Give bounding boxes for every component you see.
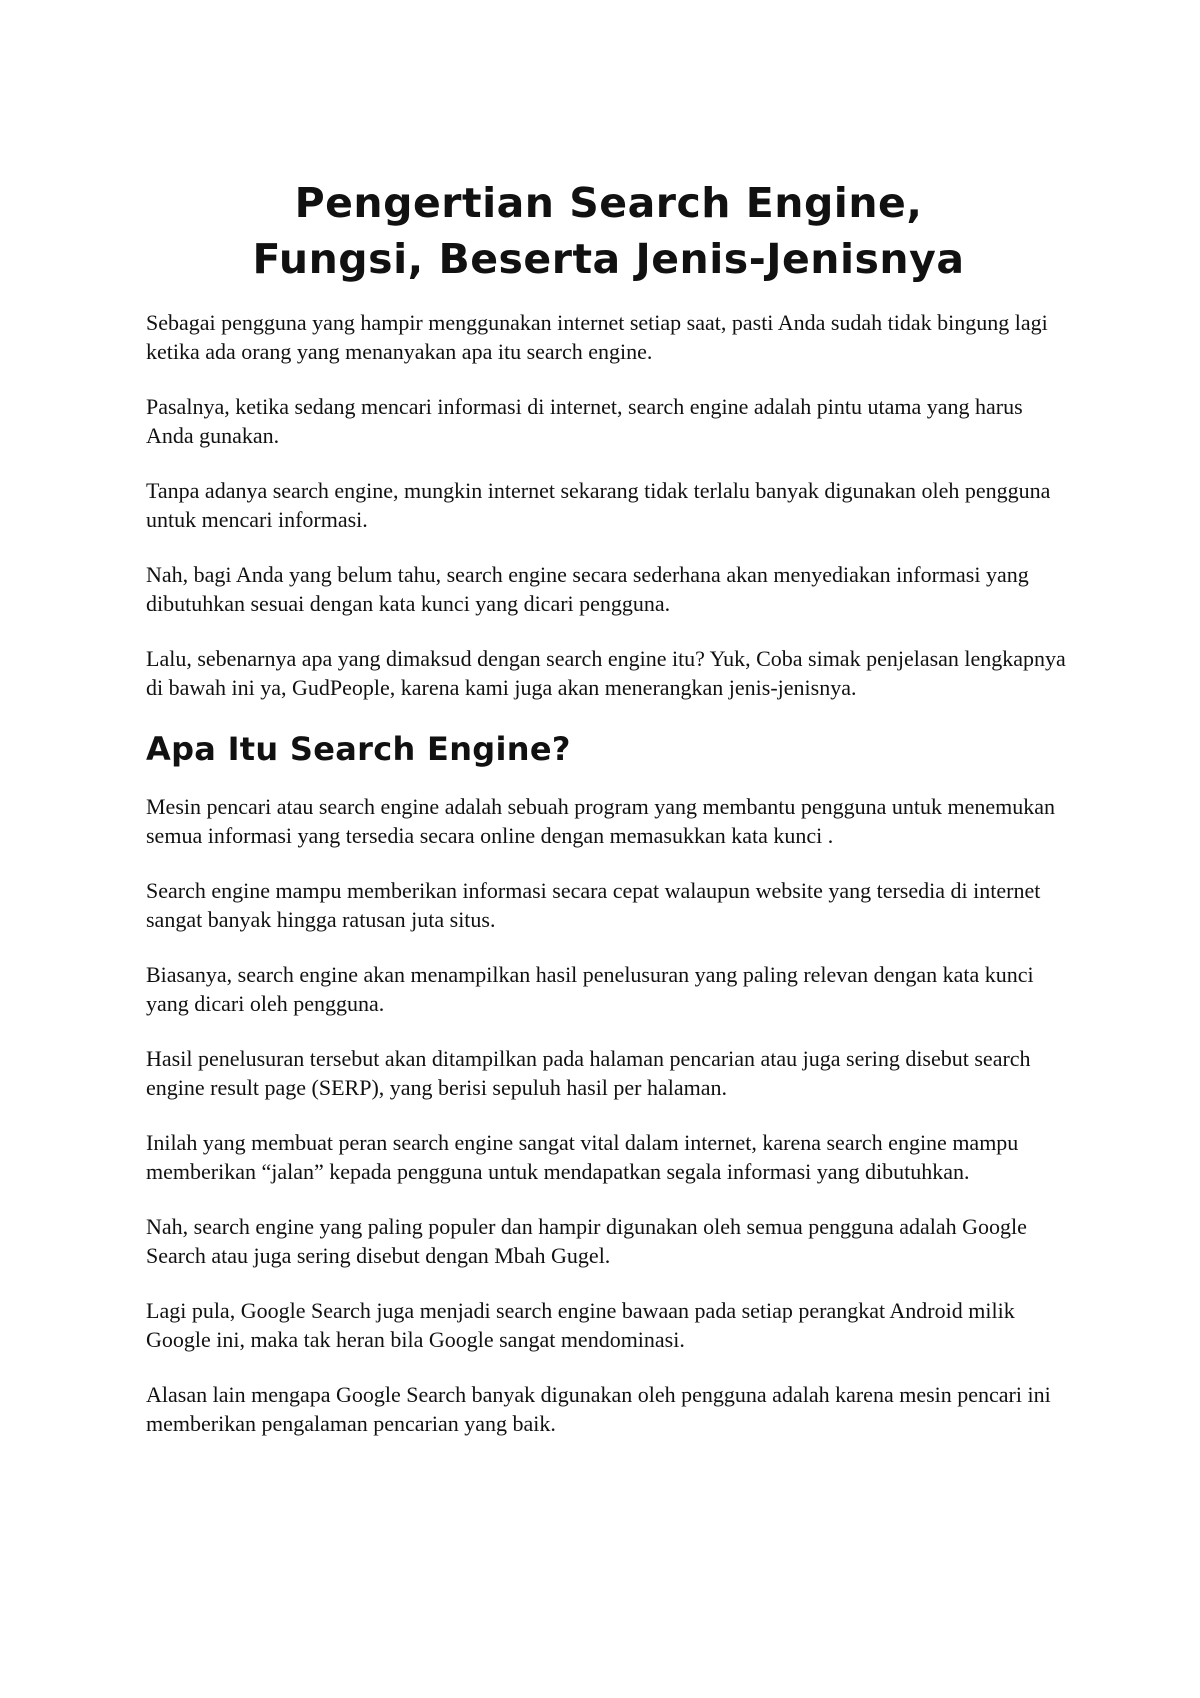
section-paragraph: Search engine mampu memberikan informasi secara cepat walaupun website yang tersedia di internet sangat banyak hingga ratusan juta situs. bbox=[146, 878, 1041, 932]
section-paragraph: Lagi pula, Google Search juga menjadi search engine bawaan pada setiap perangkat Android milik Google ini, maka tak heran bila Google sangat mendominasi. bbox=[146, 1298, 1015, 1352]
document-title-line-2: Fungsi, Beserta Jenis-Jenisnya bbox=[252, 235, 965, 283]
intro-paragraph: Tanpa adanya search engine, mungkin internet sekarang tidak terlalu banyak digunakan oleh pengguna untuk mencari informasi. bbox=[146, 478, 1051, 532]
section-paragraph: Alasan lain mengapa Google Search banyak digunakan oleh pengguna adalah karena mesin pencari ini memberikan pengalaman pencarian yang baik. bbox=[146, 1382, 1051, 1436]
intro-paragraph: Sebagai pengguna yang hampir menggunakan internet setiap saat, pasti Anda sudah tidak bingung lagi ketika ada orang yang menanyakan apa itu search engine. bbox=[146, 310, 1048, 364]
intro-paragraph: Pasalnya, ketika sedang mencari informasi di internet, search engine adalah pintu utama yang harus Anda gunakan. bbox=[146, 394, 1023, 448]
section-paragraph: Hasil penelusuran tersebut akan ditampilkan pada halaman pencarian atau juga sering disebut search engine result page (SERP), yang berisi sepuluh hasil per halaman. bbox=[146, 1046, 1031, 1100]
document-body bbox=[146, 175, 1071, 1465]
section-paragraph: Nah, search engine yang paling populer dan hampir digunakan oleh semua pengguna adalah Google Search atau juga sering disebut dengan Mbah Gugel. bbox=[146, 1214, 1027, 1268]
section-heading: Apa Itu Search Engine? bbox=[146, 730, 571, 768]
document-title-line-1: Pengertian Search Engine, bbox=[294, 179, 923, 227]
intro-paragraph: Nah, bagi Anda yang belum tahu, search engine secara sederhana akan menyediakan informasi yang dibutuhkan sesuai dengan kata kunci yang dicari pengguna. bbox=[146, 562, 1029, 616]
intro-paragraph: Lalu, sebenarnya apa yang dimaksud dengan search engine itu? Yuk, Coba simak penjelasan lengkapnya di bawah ini ya, GudPeople, karena kami juga akan menerangkan jenis-jenisnya. bbox=[146, 646, 1066, 700]
document-title bbox=[146, 175, 1071, 287]
section-paragraph: Mesin pencari atau search engine adalah sebuah program yang membantu pengguna untuk menemukan semua informasi yang tersedia secara online dengan memasukkan kata kunci . bbox=[146, 794, 1056, 848]
section-paragraph: Inilah yang membuat peran search engine sangat vital dalam internet, karena search engine mampu memberikan “jalan” kepada pengguna untuk mendapatkan segala informasi yang dibutuhkan. bbox=[146, 1130, 1019, 1184]
section-paragraph: Biasanya, search engine akan menampilkan hasil penelusuran yang paling relevan dengan kata kunci yang dicari oleh pengguna. bbox=[146, 962, 1034, 1016]
